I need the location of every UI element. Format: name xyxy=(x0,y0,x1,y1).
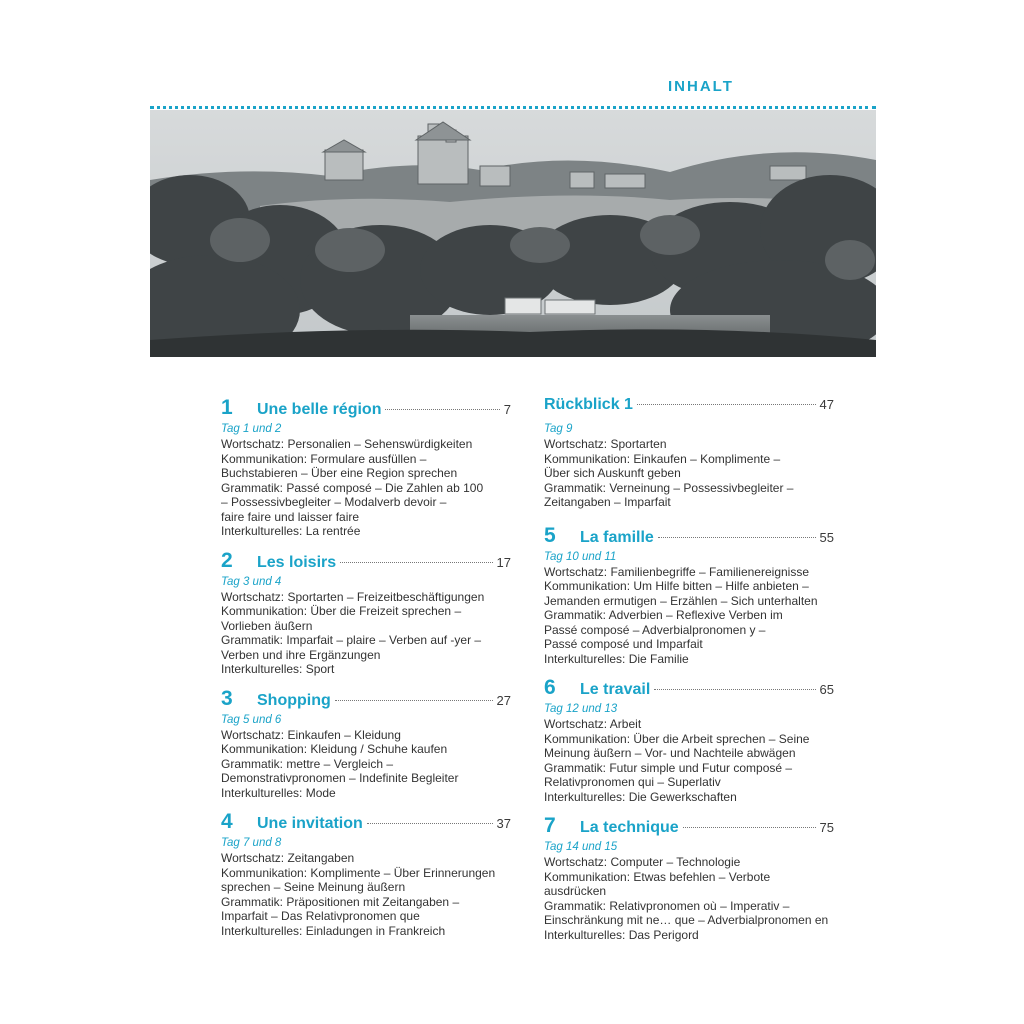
chapter-detail-line: Wortschatz: Computer – Technologie xyxy=(544,855,741,869)
chapter-number: 3 xyxy=(221,686,233,710)
chapter-detail-line: Interkulturelles: Die Familie xyxy=(544,651,689,666)
chapter-detail-line: Verben und ihre Ergänzungen xyxy=(221,647,381,662)
chapter-title: La technique xyxy=(580,819,679,836)
chapter-number: 5 xyxy=(544,523,556,547)
dot-leader xyxy=(367,823,493,824)
dotted-divider xyxy=(150,106,876,109)
chapter-detail-line: faire faire und laisser faire xyxy=(221,509,360,524)
dot-leader xyxy=(658,537,816,538)
toc-entry-chapter-6[interactable] xyxy=(544,676,834,804)
chapter-detail-line: Wortschatz: Sportarten xyxy=(544,437,667,451)
chapter-detail-line: Kommunikation: Über die Arbeit sprechen – Seine xyxy=(544,731,810,746)
chapter-detail-line: Interkulturelles: Mode xyxy=(221,785,336,800)
toc-entry-review-1[interactable] xyxy=(544,396,834,510)
chapter-detail-line: Buchstabieren – Über eine Region sprechen xyxy=(221,466,458,480)
dot-leader xyxy=(335,700,493,701)
chapter-detail-line: Kommunikation: Über die Freizeit sprechen – xyxy=(221,604,462,618)
chapter-detail-line: Grammatik: mettre – Vergleich – xyxy=(221,756,394,771)
chapter-detail-line: Relativpronomen qui – Superlativ xyxy=(544,775,721,789)
chapter-detail-line: Grammatik: Relativpronomen où – Imperativ – xyxy=(544,898,790,913)
chapter-detail-line: Einschränkung mit ne… que – Adverbialpronomen en xyxy=(544,913,829,927)
page-number: 27 xyxy=(496,692,511,708)
dot-leader xyxy=(637,404,816,405)
chapter-number: 2 xyxy=(221,548,233,572)
toc-entry-chapter-5[interactable] xyxy=(544,524,834,667)
chapter-detail-line: Grammatik: Passé composé – Die Zahlen ab 100 xyxy=(221,480,484,495)
chapter-days: Tag 10 und 11 xyxy=(544,550,617,563)
chapter-detail-line: Imparfait – Das Relativpronomen que xyxy=(221,909,420,923)
chapter-days: Tag 3 und 4 xyxy=(221,575,282,588)
chapter-detail-line: Interkulturelles: Einladungen in Frankreich xyxy=(221,923,446,938)
toc-right-column xyxy=(544,396,834,952)
chapter-detail-line: Wortschatz: Arbeit xyxy=(544,717,642,731)
toc-entry-chapter-2[interactable] xyxy=(221,549,511,677)
chapter-detail-line: Kommunikation: Um Hilfe bitten – Hilfe anbieten – xyxy=(544,579,809,593)
dot-leader xyxy=(654,689,815,690)
dot-leader xyxy=(683,827,816,828)
toc-entry-chapter-7[interactable] xyxy=(544,814,834,942)
chapter-detail-line: ausdrücken xyxy=(544,884,607,898)
chapter-detail-line: Kommunikation: Etwas befehlen – Verbote xyxy=(544,869,771,884)
toc-entry-chapter-3[interactable] xyxy=(221,687,511,801)
landscape-photo-illustration xyxy=(150,110,876,357)
chapter-number: 1 xyxy=(221,396,233,419)
page-number: 55 xyxy=(819,529,834,545)
chapter-title: Les loisirs xyxy=(257,553,337,571)
chapter-title: Le travail xyxy=(580,681,651,698)
chapter-detail-line: – Possessivbegleiter – Modalverb devoir – xyxy=(221,495,447,509)
toc-entry-chapter-4[interactable] xyxy=(221,810,511,938)
chapter-detail-line: Wortschatz: Sportarten – Freizeitbeschäftigungen xyxy=(221,589,485,604)
chapter-detail-line: Vorlieben äußern xyxy=(221,618,313,633)
chapter-days: Tag 1 und 2 xyxy=(221,423,282,435)
page-number: 7 xyxy=(503,402,511,417)
chapter-detail-line: Grammatik: Präpositionen mit Zeitangaben – xyxy=(221,894,460,909)
chapter-detail-line: Interkulturelles: Das Perigord xyxy=(544,927,699,942)
toc-entry-chapter-1[interactable] xyxy=(221,396,511,539)
chapter-detail-line: Meinung äußern – Vor- und Nachteile abwägen xyxy=(544,746,796,760)
dot-leader xyxy=(385,409,499,410)
chapter-number: 4 xyxy=(221,810,233,833)
chapter-title: La famille xyxy=(580,528,654,546)
chapter-detail-line: Interkulturelles: La rentrée xyxy=(221,524,361,538)
chapter-days: Tag 14 und 15 xyxy=(544,841,618,853)
landscape-photo xyxy=(150,110,876,357)
chapter-detail-line: Interkulturelles: Die Gewerkschaften xyxy=(544,789,737,804)
page-number: 37 xyxy=(496,816,511,831)
chapter-title: Une belle région xyxy=(257,401,382,418)
chapter-title: Rückblick 1 xyxy=(544,396,633,413)
page-number: 17 xyxy=(496,554,511,570)
chapter-detail-line: Passé composé und Imparfait xyxy=(544,637,703,651)
chapter-detail-line: Interkulturelles: Sport xyxy=(221,662,335,676)
chapter-days: Tag 5 und 6 xyxy=(221,713,282,726)
chapter-detail-line: Grammatik: Adverbien – Reflexive Verben im xyxy=(544,608,783,622)
chapter-detail-line: Kommunikation: Kleidung / Schuhe kaufen xyxy=(221,742,448,756)
chapter-detail-line: sprechen – Seine Meinung äußern xyxy=(221,880,406,894)
toc-left-column xyxy=(221,396,511,948)
chapter-detail-line: Über sich Auskunft geben xyxy=(544,466,681,480)
chapter-days: Tag 9 xyxy=(544,423,573,435)
page-number: 47 xyxy=(819,397,834,412)
chapter-detail-line: Wortschatz: Zeitangaben xyxy=(221,851,355,865)
page-number: 65 xyxy=(819,682,834,697)
chapter-detail-line: Passé composé – Adverbialpronomen y – xyxy=(544,622,766,637)
chapter-number: 7 xyxy=(544,814,556,837)
chapter-detail-line: Zeitangaben – Imparfait xyxy=(544,495,671,509)
chapter-detail-line: Kommunikation: Formulare ausfüllen – xyxy=(221,451,427,466)
chapter-detail-line: Wortschatz: Personalien – Sehenswürdigkeiten xyxy=(221,437,473,451)
chapter-detail-line: Grammatik: Futur simple und Futur composé – xyxy=(544,760,793,775)
chapter-detail-line: Wortschatz: Einkaufen – Kleidung xyxy=(221,727,401,742)
chapter-detail-line: Wortschatz: Familienbegriffe – Familienereignisse xyxy=(544,564,810,579)
page-title: INHALT xyxy=(668,78,734,95)
chapter-detail-line: Demonstrativpronomen – Indefinite Begleiter xyxy=(221,771,459,785)
chapter-title: Shopping xyxy=(257,691,331,709)
chapter-detail-line: Grammatik: Imparfait – plaire – Verben auf -yer – xyxy=(221,633,482,647)
chapter-detail-line: Kommunikation: Komplimente – Über Erinnerungen xyxy=(221,865,496,880)
chapter-detail-line: Jemanden ermutigen – Erzählen – Sich unterhalten xyxy=(544,593,818,608)
page-number: 75 xyxy=(819,820,834,835)
chapter-days: Tag 12 und 13 xyxy=(544,703,618,715)
chapter-number: 6 xyxy=(544,676,556,699)
chapter-detail-line: Kommunikation: Einkaufen – Komplimente – xyxy=(544,451,781,466)
chapter-days: Tag 7 und 8 xyxy=(221,837,282,849)
dot-leader xyxy=(340,562,492,563)
chapter-detail-line: Grammatik: Verneinung – Possessivbegleiter – xyxy=(544,480,794,495)
chapter-title: Une invitation xyxy=(257,815,363,832)
